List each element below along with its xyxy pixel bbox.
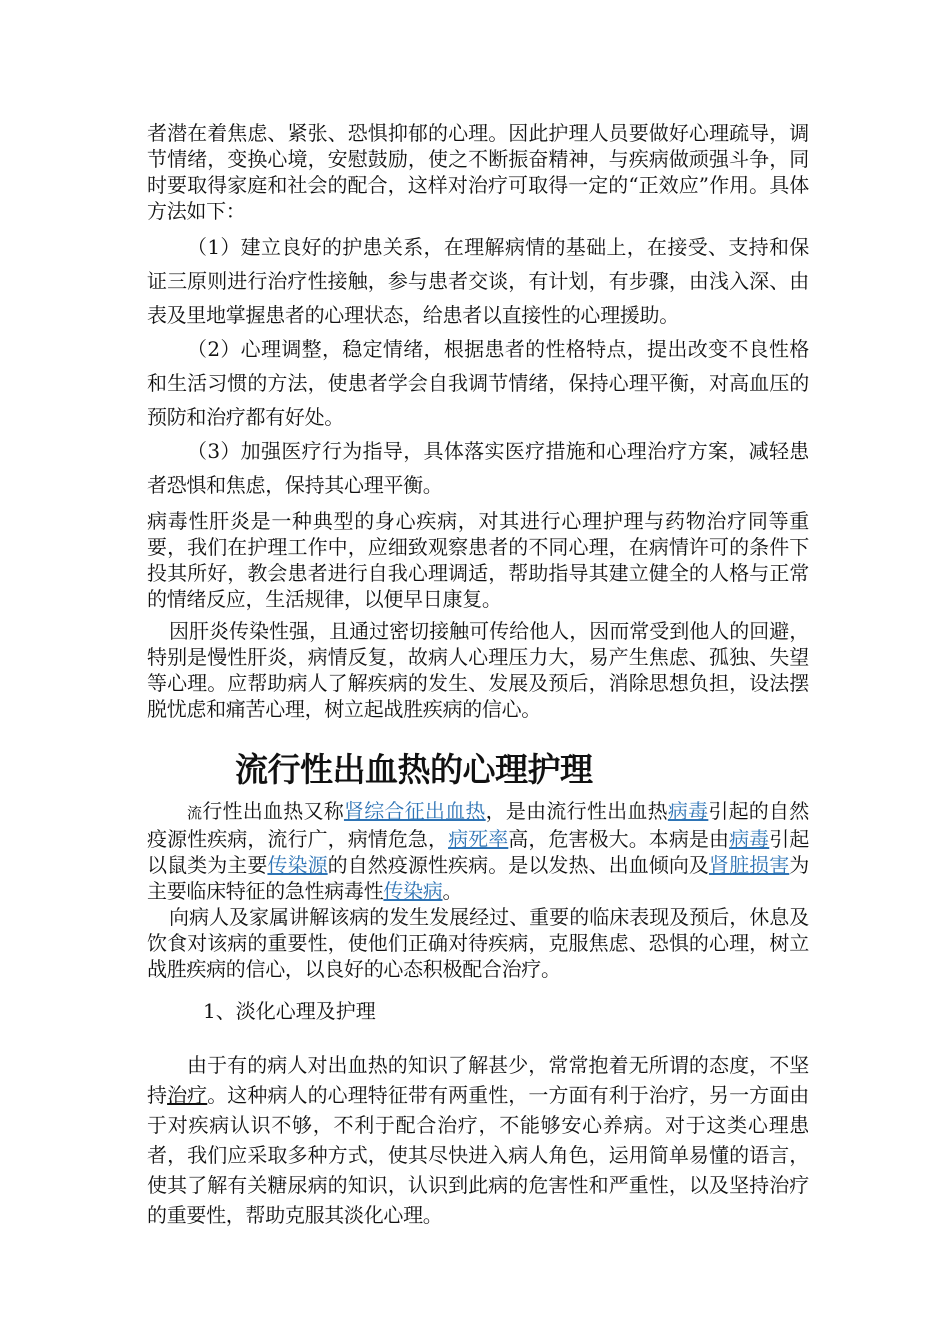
intro-text-6: 的自然疫源性疾病。是以发热、出血倾向及 — [327, 853, 709, 877]
p5-text-1: 由于有的病人对出血热的知识了解甚少，常常抱着无所谓的态度，不坚持 — [147, 1053, 809, 1107]
link-kidney-damage[interactable]: 肾脏损害 — [709, 853, 790, 877]
link-hfrs[interactable]: 肾综合征出血热 — [343, 799, 486, 823]
p5-text-2: 。这种病人的心理特征带有两重性，一方面有利于治疗，另一方面由于对疾病认识不够，不利于配合治疗，不能够安心养病。对于这类心理患者，我们应采取多种方式，使其尽快进入病人角色，运用简单易懂的语言，使其了解有关糖尿病的知识，认识到此病的危害性和严重性，以及坚持治疗的重要性，帮助克服其淡化心理。 — [147, 1083, 810, 1227]
intro-text-8: 。 — [442, 879, 463, 903]
intro-text-4: 高，危害极大。本病是由 — [508, 827, 730, 851]
paragraph-anxiety-intro: 者潜在着焦虑、紧张、恐惧抑郁的心理。因此护理人员要做好心理疏导，调节情绪，变换心境，安慰鼓励，使之不断振奋精神，与疾病做顽强斗争，同时要取得家庭和社会的配合，这样对治疗可取得一定的“正效应”作用。具体方法如下： — [147, 121, 809, 223]
intro-first-char: 流 — [187, 804, 203, 822]
link-virus-2[interactable]: 病毒 — [729, 827, 770, 851]
link-virus[interactable]: 病毒 — [667, 799, 709, 823]
intro-text-7: 为主要临床特征的急性病毒性 — [147, 853, 809, 903]
paragraph-hepatitis: 病毒性肝炎是一种典型的身心疾病，对其进行心理护理与药物治疗同等重要，我们在护理工作中，应细致观察患者的不同心理，在病情许可的条件下投其所好，教会患者进行自我心理调适，帮助指导其建立健全的人格与正常的情绪反应，生活规律，以便早日康复。 — [147, 509, 809, 611]
paragraph-hemorrhagic-fever-intro — [147, 798, 809, 904]
paragraph-hepatitis-contagion: 因肝炎传染性强，且通过密切接触可传给他人，因而常受到他人的回避，特别是慢性肝炎，病情反复，故病人心理压力大，易产生焦虑、孤独、失望等心理。应帮助病人了解疾病的发生、发展及预后，消除思想负担，设法摆脱忧虑和痛苦心理，树立起战胜疾病的信心。 — [147, 619, 809, 721]
paragraph-patient-education: 向病人及家属讲解该病的发生发展经过、重要的临床表现及预后，休息及饮食对该病的重要性，使他们正确对待疾病，克服焦虑、恐惧的心理，树立战胜疾病的信心，以良好的心态积极配合治疗。 — [147, 905, 809, 981]
paragraph-indifference — [147, 1050, 809, 1230]
intro-text-1: 行性出血热又称 — [202, 799, 344, 823]
link-infectious-disease[interactable]: 传染病 — [383, 879, 443, 903]
intro-text-2: ，是由流行性出血热 — [485, 799, 668, 823]
method-item-2: （2）心理调整，稳定情绪，根据患者的性格特点，提出改变不良性格和生活习惯的方法，使患者学会自我调节情绪，保持心理平衡，对高血压的预防和治疗都有好处。 — [147, 337, 809, 429]
intro-text-3: 引起的自然疫源性疾病，流行广，病情危急， — [147, 799, 809, 851]
link-treatment[interactable]: 治疗 — [167, 1083, 208, 1107]
document-page — [147, 120, 809, 1230]
method-item-1: （1）建立良好的护患关系，在理解病情的基础上，在接受、支持和保证三原则进行治疗性接触，参与患者交谈，有计划，有步骤，由浅入深、由表及里地掌握患者的心理状态，给患者以直接性的心理援助。 — [147, 235, 809, 327]
method-item-3: （3）加强医疗行为指导，具体落实医疗措施和心理治疗方案，减轻患者恐惧和焦虑，保持其心理平衡。 — [147, 439, 809, 497]
subheading-1: 1、淡化心理及护理 — [203, 999, 376, 1023]
section-heading: 流行性出血热的心理护理 — [235, 750, 593, 789]
link-infection-source[interactable]: 传染源 — [267, 853, 328, 877]
intro-text-5: 引起以鼠类为主要 — [147, 827, 810, 877]
link-mortality-rate[interactable]: 病死率 — [448, 827, 509, 851]
